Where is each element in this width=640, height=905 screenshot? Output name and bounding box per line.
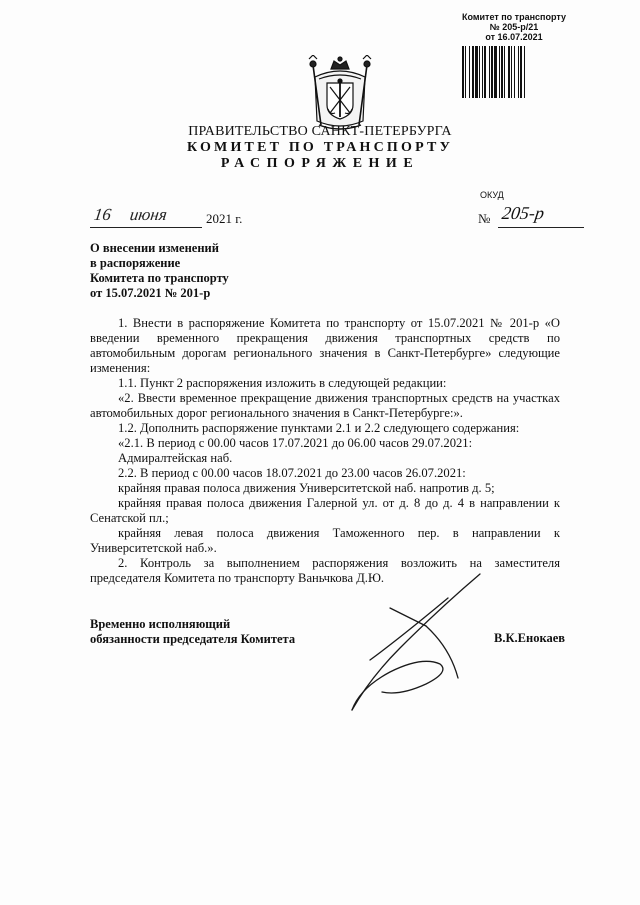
body-paragraph: «2. Ввести временное прекращение движения транспортных средств на участках автомобильных дорог регионального значения в Санкт-Петербурге:». bbox=[90, 391, 560, 420]
body-paragraph: крайняя правая полоса движения Галерной ул. от д. 8 до д. 4 в направлении к Сенатской пл.; bbox=[90, 496, 560, 525]
registration-number: № 205-р/21 bbox=[489, 22, 539, 32]
signatory-role bbox=[90, 617, 295, 647]
signatory-role-line: обязанности председателя Комитета bbox=[90, 632, 296, 646]
body-paragraph: 1.1. Пункт 2 распоряжения изложить в следующей редакции: bbox=[118, 376, 447, 390]
subject-line: в распоряжение bbox=[90, 256, 181, 270]
body-paragraph: Адмиралтейская наб. bbox=[118, 451, 233, 465]
registration-date: от 16.07.2021 bbox=[485, 32, 543, 42]
registration-stamp bbox=[448, 12, 580, 42]
body-paragraph: крайняя правая полоса движения Университетской наб. напротив д. 5; bbox=[118, 481, 495, 495]
subject-line: О внесении изменений bbox=[90, 241, 219, 255]
body-paragraph: «2.1. В период с 00.00 часов 17.07.2021 до 06.00 часов 29.07.2021: bbox=[118, 436, 473, 450]
handwritten-signature-icon bbox=[330, 568, 510, 718]
document-body bbox=[90, 316, 560, 586]
date-month: июня bbox=[128, 205, 169, 224]
body-paragraph: крайняя левая полоса движения Таможенного пер. в направлении к Университетской наб.». bbox=[90, 526, 560, 555]
committee-title: КОМИТЕТ ПО ТРАНСПОРТУ bbox=[186, 140, 454, 155]
body-paragraph: 2. Контроль за выполнением распоряжения возложить на заместителя председателя Комитета по транспорту Ваньчкова Д.Ю. bbox=[90, 556, 560, 585]
number-underline bbox=[498, 227, 584, 228]
document-type: РАСПОРЯЖЕНИЕ bbox=[220, 156, 420, 171]
okud-label: ОКУД bbox=[480, 190, 504, 200]
signatory-role-line: Временно исполняющий bbox=[90, 617, 231, 631]
date-year: 2021 г. bbox=[206, 211, 243, 226]
subject-line: от 15.07.2021 № 201-р bbox=[90, 286, 211, 300]
coat-of-arms-icon bbox=[305, 55, 375, 133]
body-paragraph: 1. Внести в распоряжение Комитета по транспорту от 15.07.2021 № 201-р «О введении временного прекращения движения транспортных средств по автомобильным дорогам регионального значения в Санкт-Петербурге» следующие изменения: bbox=[90, 316, 560, 375]
barcode-icon bbox=[462, 46, 570, 98]
signatory-name: В.К.Енокаев bbox=[494, 631, 566, 645]
subject-line: Комитета по транспорту bbox=[90, 271, 229, 285]
date-underline bbox=[90, 227, 202, 228]
date-handwritten bbox=[89, 205, 204, 225]
number-sign: № bbox=[478, 211, 491, 226]
body-paragraph: 2.2. В период с 00.00 часов 18.07.2021 до 23.00 часов 26.07.2021: bbox=[118, 466, 466, 480]
number-handwritten: 205-р bbox=[500, 203, 546, 223]
date-day: 16 bbox=[92, 205, 113, 224]
government-title: ПРАВИТЕЛЬСТВО САНКТ-ПЕТЕРБУРГА bbox=[188, 124, 452, 139]
subject-block bbox=[90, 241, 229, 301]
body-paragraph: 1.2. Дополнить распоряжение пунктами 2.1 и 2.2 следующего содержания: bbox=[118, 421, 520, 435]
registration-org: Комитет по транспорту bbox=[461, 12, 566, 22]
